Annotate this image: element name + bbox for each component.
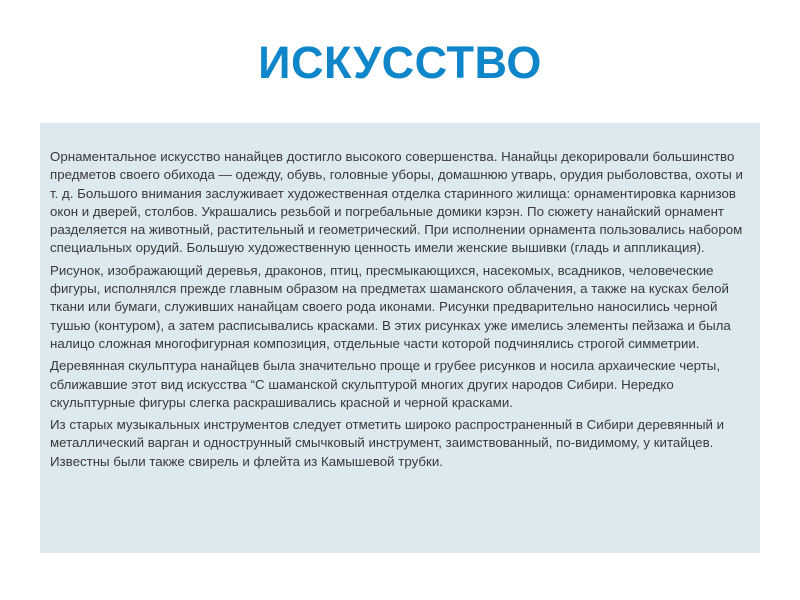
paragraph-sculpture: Деревянная скульптура нанайцев была значительно проще и грубее рисунков и носила архаические черты, сближавшие этот вид искусства “С шаманской скульптурой многих других народов Сибири. Нередко скульптурные фигуры слегка раскрашивались красной и черной красками.	[50, 358, 721, 410]
content-box	[40, 123, 760, 553]
paragraph-ornament: Орнаментальное искусство нанайцев достигло высокого совершенства. Нанайцы декорировали большинство предметов своего обихода — одежду, обувь, головные уборы, домашнюю утварь, орудия рыболовства, охоты и т. д. Большого внимания заслуживает художественная отделка старинного жилища: орнаментировка карнизов окон и дверей, столбов. Украшались резьбой и погребальные домики кэрэн. По сюжету нанайский орнамент разделяется на животный, растительный и геометрический. При исполнении орнамента пользовались набором специальных орудий. Большую художественную ценность имели женские вышивки (гладь и аппликация).	[50, 149, 743, 256]
slide-title: ИСКУССТВО	[258, 37, 542, 88]
paragraph-instruments: Из старых музыкальных инструментов следует отметить широко распространенный в Сибири деревянный и металлический варган и однострунный смычковый инструмент, заимствованный, по-видимому, у китайцев. Известны были также свирель и флейта из Камышевой трубки.	[50, 417, 725, 469]
paragraph-drawing: Рисунок, изображающий деревья, драконов, птиц, пресмыкающихся, насекомых, всадников, человеческие фигуры, исполнялся прежде главным образом на предметах шаманского облачения, а также на кусках белой ткани или бумаги, служивших нанайцам своего рода иконами. Рисунки предварительно наносились черной тушью (контуром), а затем расписывались красками. В этих рисунках уже имелись элементы пейзажа и была налицо сложная многофигурная композиция, отдельные части которой подчинялись строгой симметрии.	[50, 262, 731, 351]
